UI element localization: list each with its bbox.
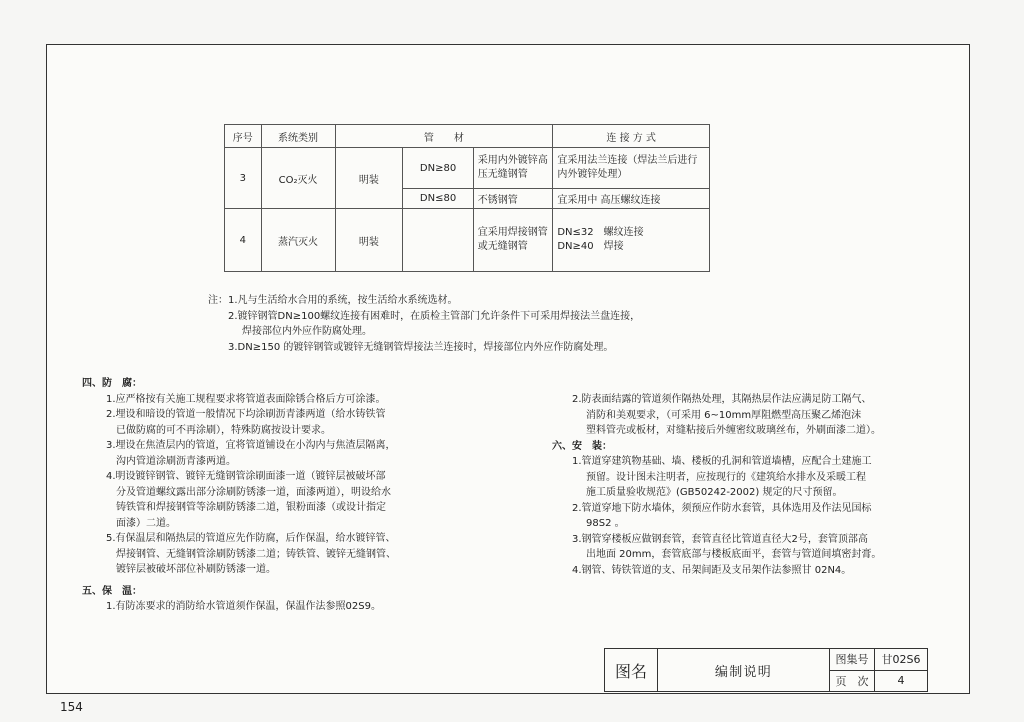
insulation-item-2c: 塑料管壳或板材，对缝粘接后外缠密纹玻璃丝布，外刷面漆二道）。	[586, 425, 881, 436]
install-item-3a: 3.钢管穿楼板应做钢套管，套管直径比管道直径大2号，套管顶部高	[572, 533, 868, 545]
title-block-label: 图名	[605, 649, 658, 692]
table-header	[225, 125, 710, 148]
row4-material: 宜采用焊接钢管或无缝钢管	[473, 209, 553, 272]
table-row	[225, 209, 710, 272]
section-5-heading: 五、保 温：	[82, 585, 142, 597]
row3-install: 明装	[335, 148, 403, 209]
install-item-1b: 预留。设计图未注明者，应按现行的《建筑给水排水及采暖工程	[586, 471, 866, 483]
row3-system: CO₂灭火	[261, 148, 335, 209]
row3-connection-b: 宜采用中 高压螺纹连接	[553, 189, 710, 209]
row4-install: 明装	[335, 209, 403, 272]
page-number: 154	[60, 700, 83, 714]
title-block	[604, 648, 928, 692]
row4-system: 蒸汽灭火	[261, 209, 335, 272]
row4-seq: 4	[225, 209, 262, 272]
header-material: 管 材	[335, 125, 553, 148]
anticorrosion-item-5a: 5.有保温层和隔热层的管道应先作防腐，后作保温，给水镀锌管、	[106, 533, 396, 544]
row3-connection-a: 宜采用法兰连接（焊法兰后进行内外镀锌处理）	[553, 148, 710, 189]
row3-dn-b: DN≤80	[403, 189, 473, 209]
anticorrosion-item-4a: 4.明设镀锌钢管、镀锌无缝钢管涂刷面漆一道（镀锌层被破坏部	[106, 471, 386, 482]
insulation-item-2a: 2.防表面结露的管道须作隔热处理，其隔热层作法应满足防工隔气、	[572, 394, 872, 405]
drawing-title: 编制说明	[658, 649, 830, 692]
pipe-material-table	[224, 124, 710, 272]
page-value: 4	[875, 670, 928, 692]
note-1: 注：1.凡与生活给水合用的系统，按生活给水系统选材。	[208, 295, 458, 306]
header-connection: 连 接 方 式	[553, 125, 710, 148]
section-6-heading: 六、安 装：	[552, 440, 612, 452]
atlas-number-label: 图集号	[830, 649, 875, 671]
row3-dn-a: DN≥80	[403, 148, 473, 189]
install-item-1c: 施工质量验收规范》(GB50242-2002) 规定的尺寸预留。	[586, 487, 843, 498]
note-2a: 2.镀锌钢管DN≥100螺纹连接有困难时，在质检主管部门允许条件下可采用焊接法兰盘连接，	[228, 310, 641, 322]
anticorrosion-item-5c: 镀锌层被破坏部位补刷防锈漆一道。	[116, 564, 276, 575]
row3-material-b: 不锈钢管	[473, 189, 553, 209]
header-system: 系统类别	[261, 125, 335, 148]
table-notes	[208, 293, 640, 355]
install-item-2a: 2.管道穿地下防水墙体，须预应作防水套管，具体选用及作法见国标	[572, 502, 872, 514]
table-row	[225, 148, 710, 189]
row4-empty	[403, 209, 473, 272]
anticorrosion-item-4d: 面漆）二道。	[116, 517, 176, 529]
insulation-item-2b: 消防和美观要求，（可采用 6~10mm厚阻燃型高压聚乙烯泡沫	[586, 409, 862, 421]
note-3: 3.DN≥150 的镀锌钢管或镀锌无缝钢管焊接法兰连接时，焊接部位内外应作防腐处理。	[228, 341, 614, 353]
atlas-number-value: 甘02S6	[875, 649, 928, 671]
left-column	[82, 376, 396, 615]
right-column	[548, 392, 881, 578]
anticorrosion-item-5b: 焊接钢管、无缝钢管涂刷防锈漆二道；铸铁管、镀锌无缝钢管、	[116, 548, 396, 560]
anticorrosion-item-2a: 2.埋设和暗设的管道一般情况下均涂刷沥青漆两道（给水铸铁管	[106, 409, 386, 420]
anticorrosion-item-3a: 3.埋设在焦渣层内的管道，宜将管道铺设在小沟内与焦渣层隔离，	[106, 440, 396, 451]
row3-material-a: 采用内外镀锌高压无缝钢管	[473, 148, 553, 189]
anticorrosion-item-4c: 铸铁管和焊接钢管等涂刷防锈漆二道，银粉面漆（或设计指定	[116, 502, 386, 513]
row4-connection	[553, 209, 710, 272]
anticorrosion-item-2b: 已做防腐的可不再涂刷），特殊防腐按设计要求。	[116, 424, 331, 436]
install-item-1a: 1.管道穿建筑物基础、墙、楼板的孔洞和管道墙槽，应配合土建施工	[572, 456, 872, 467]
section-4-heading: 四、防 腐：	[82, 378, 142, 389]
install-item-4: 4.钢管、铸铁管道的支、吊架间距及支吊架作法参照甘 02N4。	[572, 564, 852, 576]
row4-connection-2: DN≥40 焊接	[557, 241, 624, 252]
row4-connection-1: DN≤32 螺纹连接	[557, 227, 644, 238]
anticorrosion-item-3b: 沟内管道涂刷沥青漆两道。	[116, 455, 236, 467]
row3-seq: 3	[225, 148, 262, 209]
note-2b: 焊接部位内外应作防腐处理。	[242, 326, 372, 337]
header-seq: 序号	[225, 125, 262, 148]
insulation-item-1: 1.有防冻要求的消防给水管道须作保温，保温作法参照02S9。	[106, 601, 381, 612]
install-item-3b: 出地面 20mm，套管底部与楼板底面平，套管与管道间填密封膏。	[586, 549, 882, 560]
page-label: 页 次	[830, 670, 875, 692]
install-item-2b: 98S2 。	[586, 518, 625, 529]
anticorrosion-item-4b: 分及管道螺纹露出部分涂刷防锈漆一道，面漆两道），明设给水	[116, 486, 391, 498]
anticorrosion-item-1: 1.应严格按有关施工规程要求将管道表面除锈合格后方可涂漆。	[106, 393, 386, 405]
